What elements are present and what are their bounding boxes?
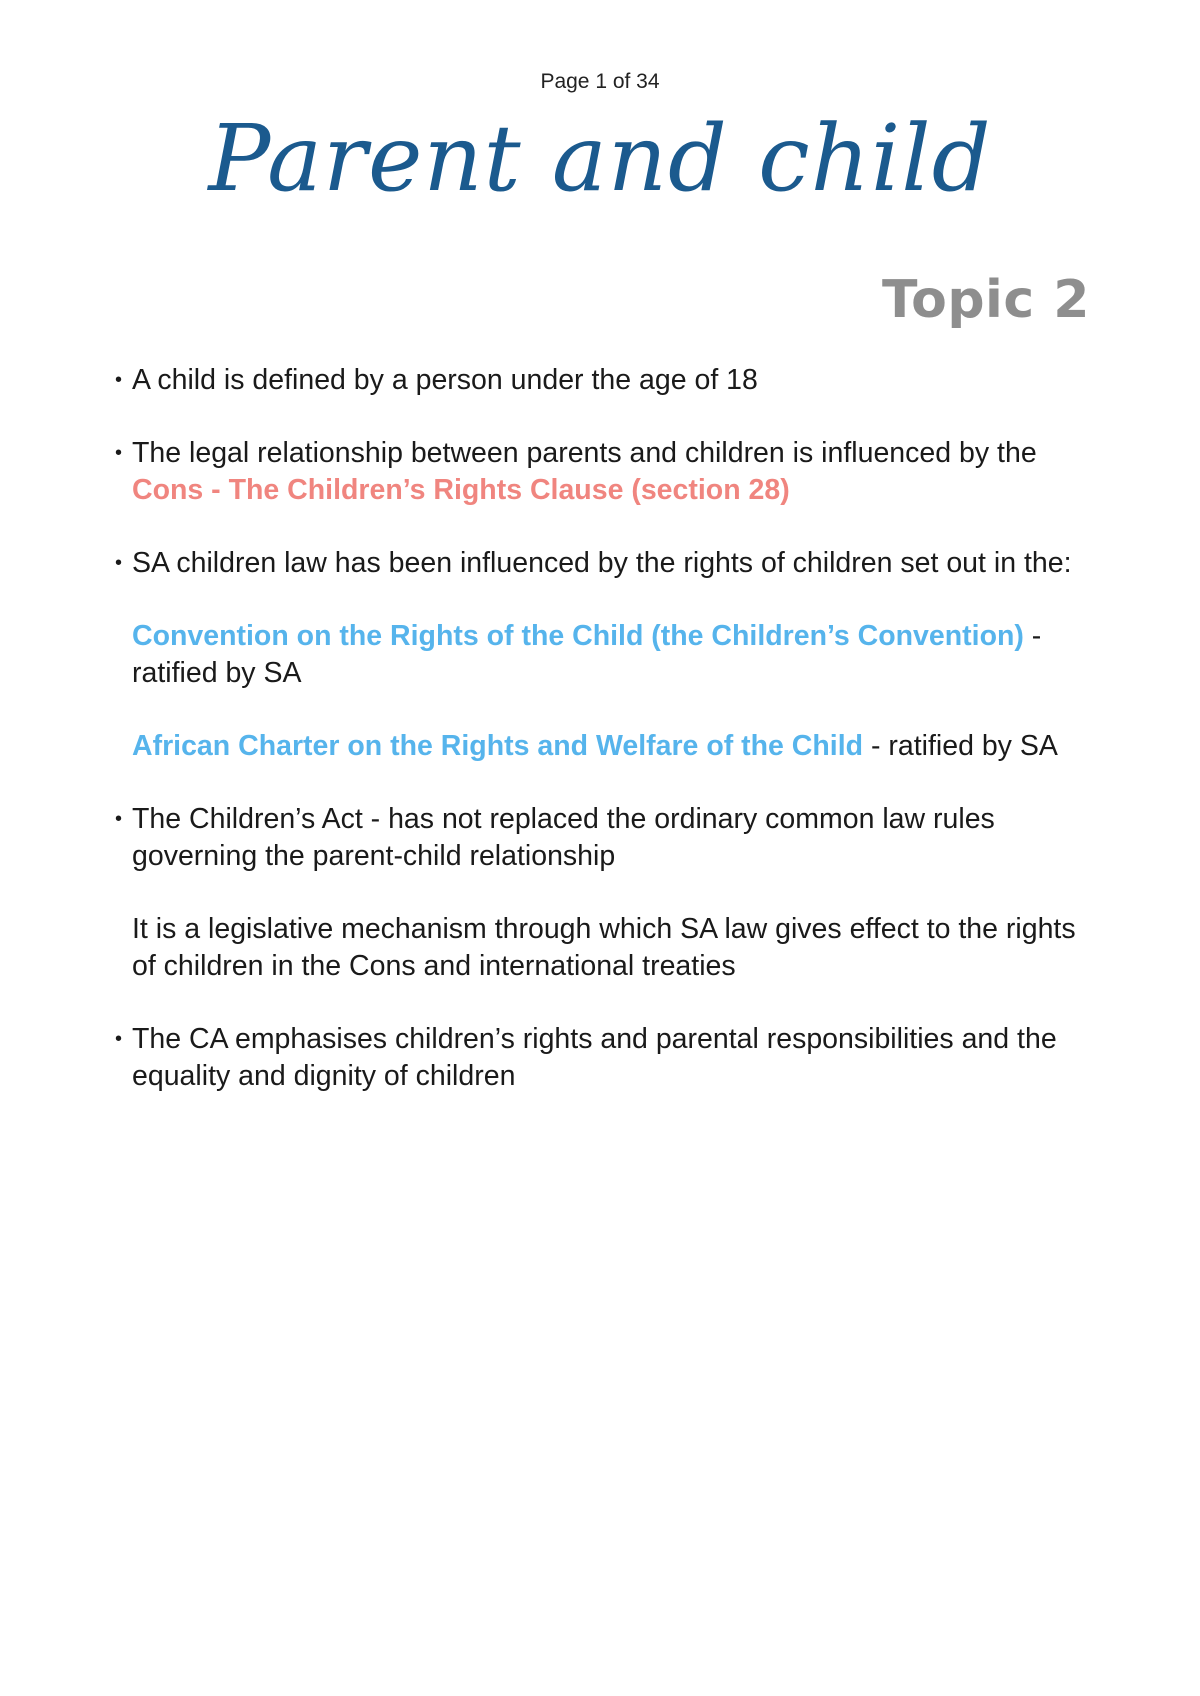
page-title: Parent and child <box>208 105 992 212</box>
sub-text: It is a legislative mechanism through which SA law gives effect to the rights of children in the Cons and international treaties <box>132 913 1076 982</box>
bullet-icon: • <box>115 808 123 830</box>
bullet-icon: • <box>115 552 123 574</box>
highlight-text: Cons - The Children’s Rights Clause (section 28) <box>132 474 790 506</box>
bullet-text: A child is defined by a person under the age of 18 <box>132 364 758 396</box>
bullet-icon: • <box>115 442 123 464</box>
sub-text: - ratified by SA <box>863 730 1058 762</box>
bullet-item <box>115 362 1100 399</box>
bullet-item <box>115 1021 1100 1095</box>
sub-paragraph <box>115 728 1100 765</box>
highlight-text: Convention on the Rights of the Child (the Children’s Convention) <box>132 620 1024 652</box>
bullet-item <box>115 545 1100 582</box>
page-number: Page 1 of 34 <box>540 70 660 93</box>
sub-text: - ratified by SA <box>132 620 1042 689</box>
bullet-text: SA children law has been influenced by the rights of children set out in the: <box>132 547 1072 579</box>
bullet-item <box>115 435 1100 509</box>
bullet-icon: • <box>115 1028 123 1050</box>
bullet-text: The Children’s Act - has not replaced the ordinary common law rules governing the parent-child relationship <box>132 803 995 872</box>
notes-content <box>115 362 1100 1131</box>
bullet-text: The CA emphasises children’s rights and parental responsibilities and the equality and dignity of children <box>132 1023 1057 1092</box>
highlight-text: African Charter on the Rights and Welfare of the Child <box>132 730 864 762</box>
bullet-icon: • <box>115 369 123 391</box>
topic-label: Topic 2 <box>882 270 1090 330</box>
sub-paragraph <box>115 911 1100 985</box>
sub-paragraph <box>115 618 1100 692</box>
bullet-item <box>115 801 1100 875</box>
bullet-text: The legal relationship between parents and children is influenced by the <box>132 437 1037 469</box>
